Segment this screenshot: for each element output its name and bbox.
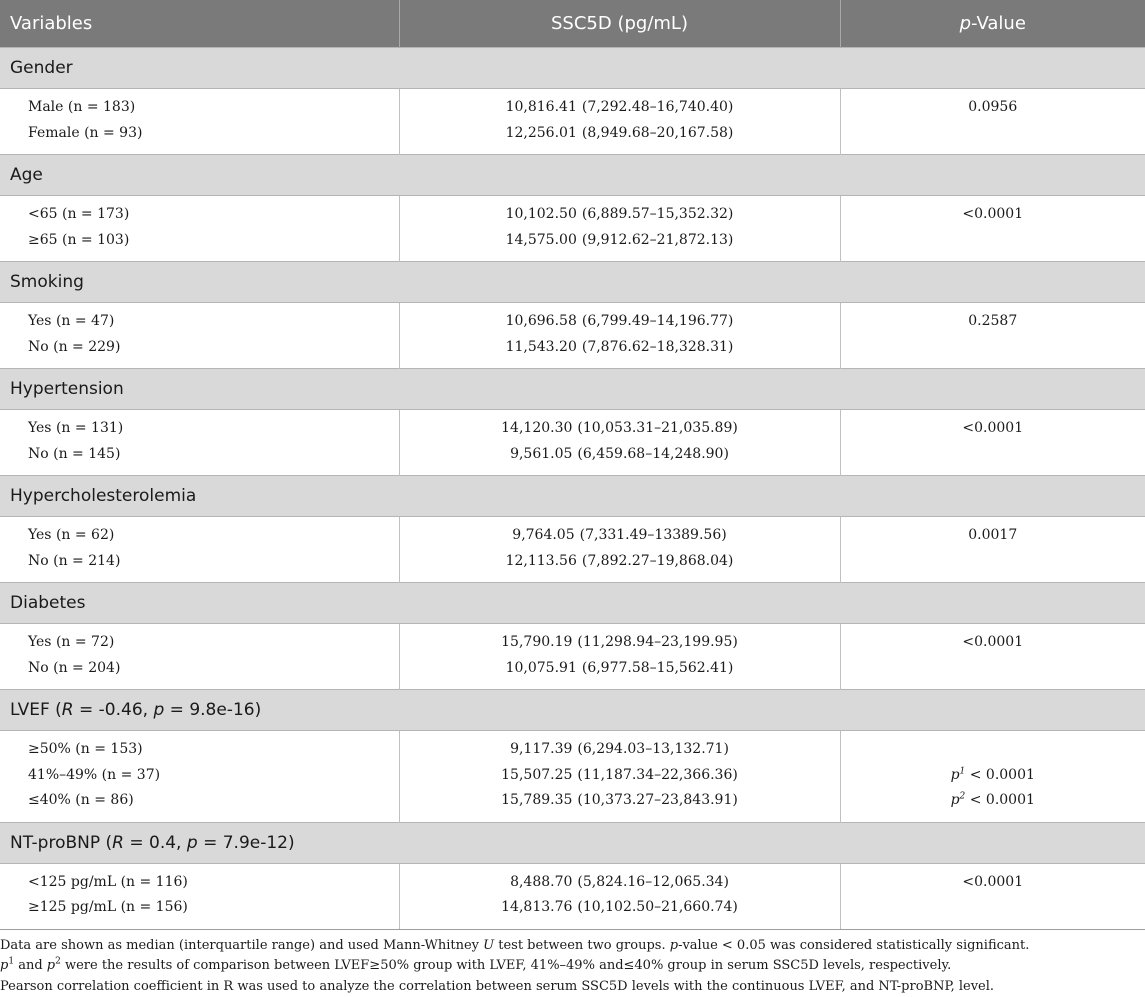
p-value-cell: 0.0956: [840, 89, 1145, 155]
header-variables: Variables: [0, 0, 399, 48]
group-nt-probnp: NT-proBNP (R = 0.4, p = 7.9e-12): [0, 822, 1145, 863]
footnote-3: Pearson correlation coefficient in R was used to analyze the correlation between serum SSC5D levels with the continuous LVEF, and NT-proBNP, level.: [0, 977, 1133, 997]
p-value-cell: 0.2587: [840, 303, 1145, 369]
table-row: Yes (n = 47) No (n = 229) 10,696.58 (6,799.49–14,196.77) 11,543.20 (7,876.62–18,328.31) 0.2587: [0, 303, 1145, 369]
p2-value: $p^2 < 0.0001$: [851, 788, 1136, 814]
group-smoking: Smoking: [0, 262, 1145, 303]
p-value-cell: <0.0001: [840, 624, 1145, 690]
table-row: Male (n = 183) Female (n = 93) 10,816.41 (7,292.48–16,740.40) 12,256.01 (8,949.68–20,167.58) 0.0956: [0, 89, 1145, 155]
table-footnotes: [0, 929, 1145, 997]
table-row: <125 pg/mL (n = 116) ≥125 pg/mL (n = 156) 8,488.70 (5,824.16–12,065.34) 14,813.76 (10,102.50–21,660.74) <0.0001: [0, 863, 1145, 929]
group-hypercholesterolemia: Hypercholesterolemia: [0, 476, 1145, 517]
p-value-cell: <0.0001: [840, 196, 1145, 262]
p-value-cell: 0.0017: [840, 517, 1145, 583]
table-header: [0, 0, 1145, 48]
footnote-1: Data are shown as median (interquartile range) and used Mann-Whitney U test between two groups. p-value < 0.05 was considered statistically significant.: [0, 936, 1133, 957]
group-age: Age: [0, 155, 1145, 196]
header-p-value: p-Value: [840, 0, 1145, 48]
table-row: ≥50% (n = 153) 41%–49% (n = 37) ≤40% (n = 86) 9,117.39 (6,294.03–13,132.71) 15,507.25 (11,187.34–22,366.36) 15,789.35 (10,373.27–23,843.91) $p^1 < 0.0001$ $p^2 < 0.0001$: [0, 731, 1145, 823]
group-diabetes: Diabetes: [0, 583, 1145, 624]
p-value-cell: <0.0001: [840, 863, 1145, 929]
p1-value: $p^1 < 0.0001$: [851, 763, 1136, 789]
footnote-2: $p^1$ and $p^2$ were the results of comparison between LVEF≥50% group with LVEF, 41%–49% and≤40% group in serum SSC5D levels, respectively.: [0, 956, 1133, 977]
group-hypertension: Hypertension: [0, 369, 1145, 410]
header-ssc5d: SSC5D (pg/mL): [399, 0, 840, 48]
group-gender: Gender: [0, 48, 1145, 89]
table-row: Yes (n = 62) No (n = 214) 9,764.05 (7,331.49–13389.56) 12,113.56 (7,892.27–19,868.04) 0.0017: [0, 517, 1145, 583]
table-row: Yes (n = 131) No (n = 145) 14,120.30 (10,053.31–21,035.89) 9,561.05 (6,459.68–14,248.90) <0.0001: [0, 410, 1145, 476]
p-value-cell: <0.0001: [840, 410, 1145, 476]
table-row: Yes (n = 72) No (n = 204) 15,790.19 (11,298.94–23,199.95) 10,075.91 (6,977.58–15,562.41) <0.0001: [0, 624, 1145, 690]
p-value-cell: [840, 731, 1145, 823]
group-lvef: LVEF (R = -0.46, p = 9.8e-16): [0, 690, 1145, 731]
table-row: <65 (n = 173) ≥65 (n = 103) 10,102.50 (6,889.57–15,352.32) 14,575.00 (9,912.62–21,872.13) <0.0001: [0, 196, 1145, 262]
